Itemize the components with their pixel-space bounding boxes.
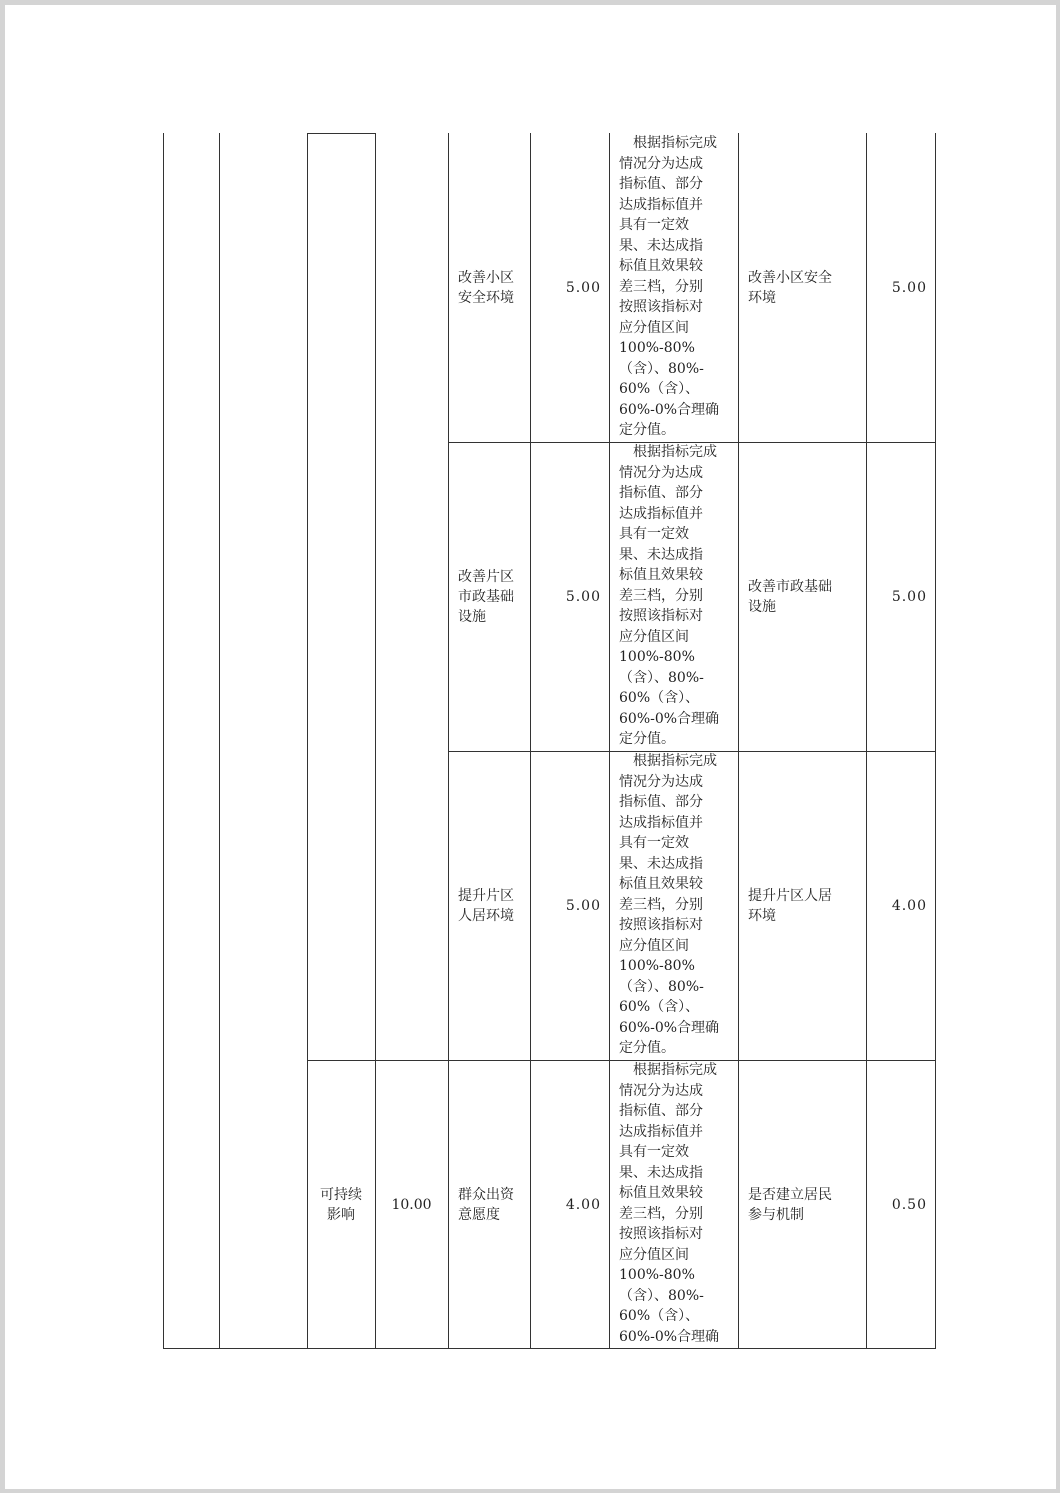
document-page [5,5,1056,1489]
indicator-cell: 改善小区 安全环境 [458,270,514,306]
sub-weight-cell: 10.00 [391,1196,432,1213]
indicator-cell: 提升片区 人居环境 [458,888,514,924]
table-border-right [935,133,936,1349]
criteria-cell: 根据指标完成 情况分为达成 指标值、部分 达成指标值并 具有一定效 果、未达成指 标值且效果较 差三档，分别 按照该指标对 应分值区间 100%-80% （含）、80%- 60%（含）、 60%-0%合理确 定分值。 [619,135,720,438]
table-border-bottom [163,1348,936,1349]
indicator-cell: 改善片区 市政基础 设施 [458,569,514,625]
table-rule-top-sub [307,133,376,134]
criteria-cell: 根据指标完成 情况分为达成 指标值、部分 达成指标值并 具有一定效 果、未达成指 标值且效果较 差三档，分别 按照该指标对 应分值区间 100%-80% （含）、80%- 60%（含）、 60%-0%合理确 定分值。 [619,444,720,747]
sub-category-cell: 可持续 影响 [320,1186,362,1223]
actual-value-cell: 提升片区人居 环境 [748,888,832,924]
criteria-cell: 根据指标完成 情况分为达成 指标值、部分 达成指标值并 具有一定效 果、未达成指 标值且效果较 差三档，分别 按照该指标对 应分值区间 100%-80% （含）、80%- 60%（含）、 60%-0%合理确 [619,1062,720,1345]
weight-cell: 5.00 [565,280,601,296]
score-cell: 5.00 [891,280,927,296]
weight-cell: 4.00 [565,1196,601,1213]
actual-value-cell: 改善小区安全 环境 [748,270,832,306]
criteria-cell: 根据指标完成 情况分为达成 指标值、部分 达成指标值并 具有一定效 果、未达成指 标值且效果较 差三档，分别 按照该指标对 应分值区间 100%-80% （含）、80%- 60%（含）、 60%-0%合理确 定分值。 [619,753,720,1056]
score-cell: 0.50 [891,1196,927,1213]
table-rule-col1 [219,133,220,1349]
actual-value-cell: 改善市政基础 设施 [748,579,832,615]
indicator-cell: 群众出资 意愿度 [458,1186,514,1223]
score-cell: 4.00 [891,898,927,914]
weight-cell: 5.00 [565,898,601,914]
score-cell: 5.00 [891,589,927,605]
weight-cell: 5.00 [565,589,601,605]
actual-value-cell: 是否建立居民 参与机制 [748,1186,832,1223]
table-border-left [163,133,164,1349]
